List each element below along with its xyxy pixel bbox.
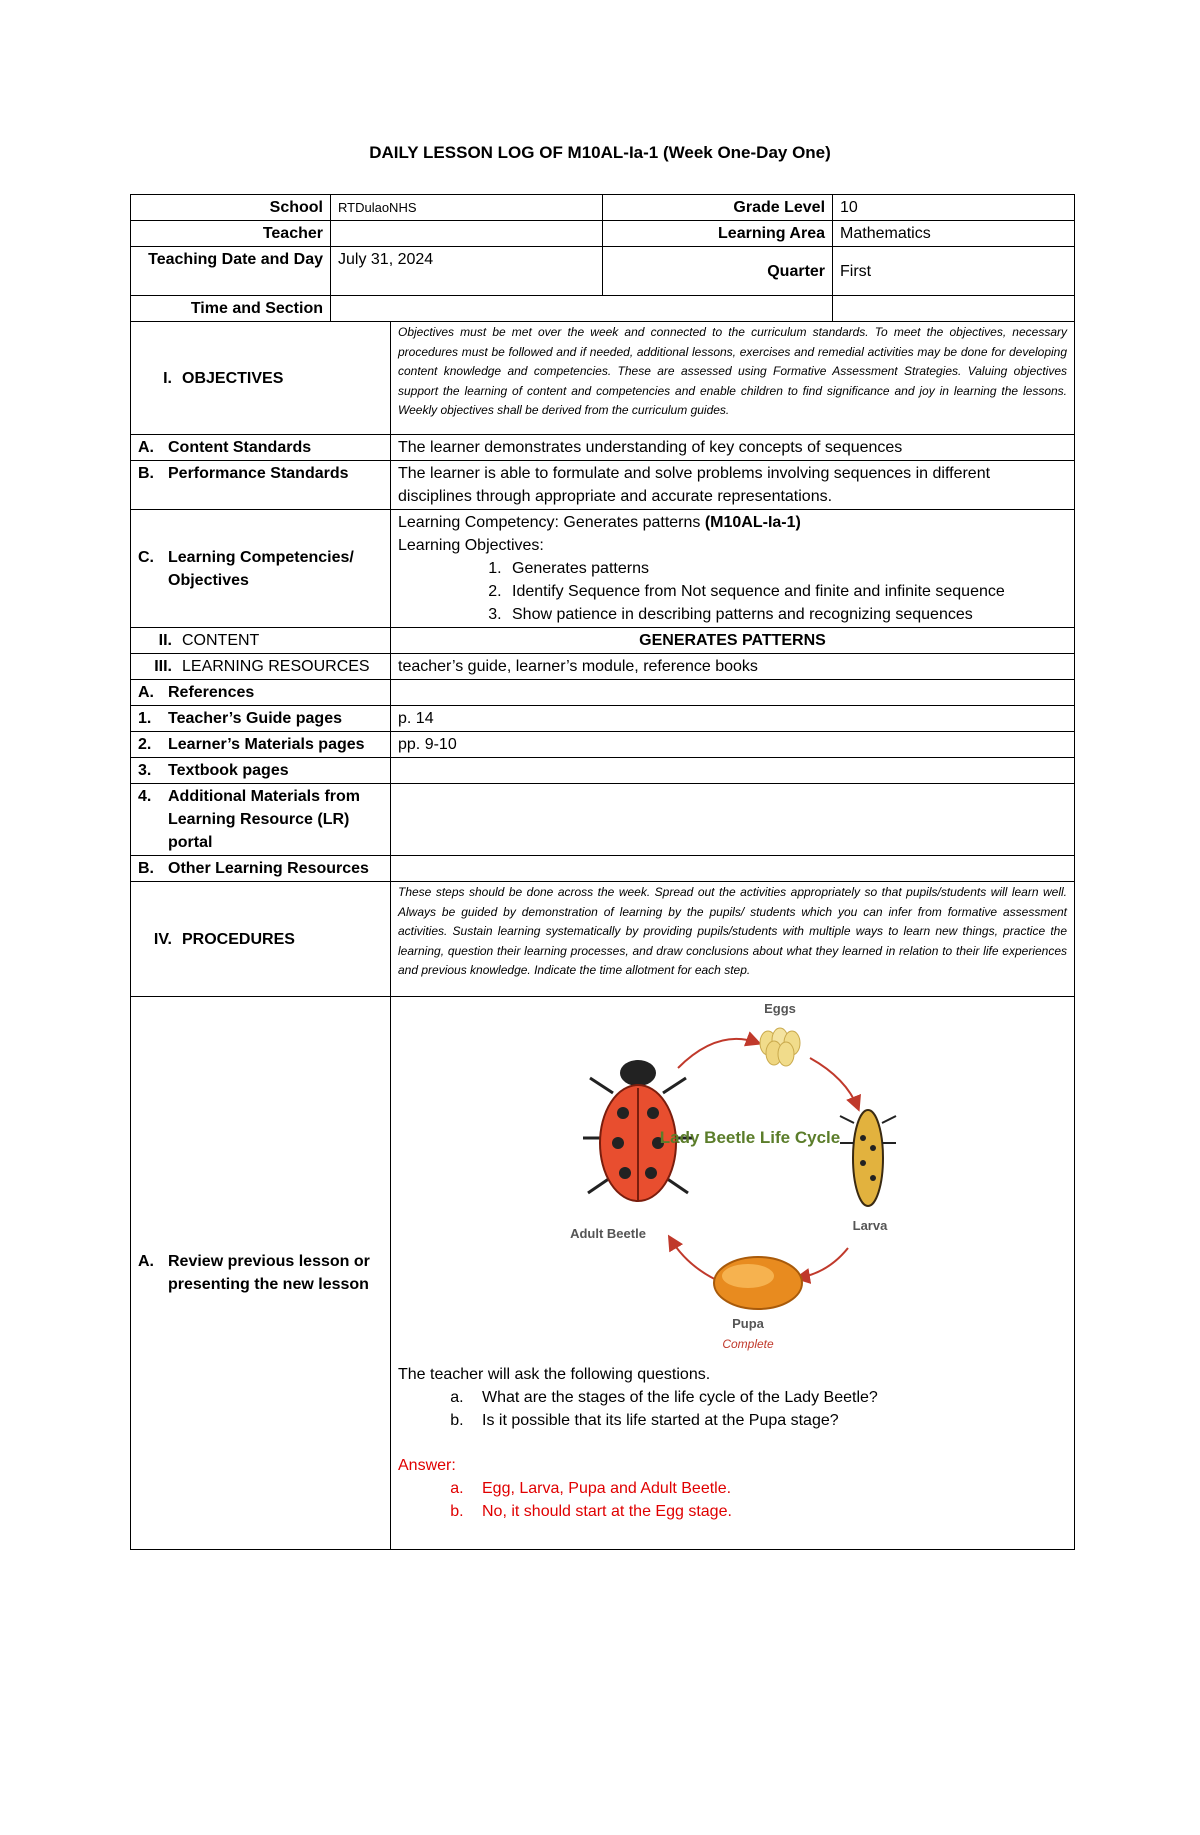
references-number: A. xyxy=(138,684,154,701)
performance-standards-number: B. xyxy=(138,465,154,482)
quarter-label: Quarter xyxy=(603,247,833,296)
pupa-icon xyxy=(714,1257,802,1309)
objectives-number: I. xyxy=(163,369,172,387)
teaching-date-value: July 31, 2024 xyxy=(331,247,603,296)
content-row xyxy=(131,628,1075,654)
school-row xyxy=(131,195,1075,221)
content-standards-row xyxy=(131,435,1075,461)
review-intro: The teacher will ask the following questions. xyxy=(398,1366,711,1383)
document-title: DAILY LESSON LOG OF M10AL-Ia-1 (Week One-Day One) xyxy=(369,143,831,162)
procedures-note: These steps should be done across the week. Spread out the activities appropriately so that pupils/students will learn well. Always be guided by demonstration of learning by the pupils/ students which you can infer from formative assessment activities. Sustain learning systematically by providing pupils/students with multiple ways to learn new things, practice the learning, question their learning processes, and draw conclusions about what they learned in relation to their life experiences and previous knowledge. Indicate the time allotment for each step. xyxy=(391,882,1075,997)
references-row xyxy=(131,680,1075,706)
additional-materials-row xyxy=(131,784,1075,856)
learners-materials-number: 2. xyxy=(138,736,152,753)
teaching-date-label: Teaching Date and Day xyxy=(131,247,331,296)
content-number: II. xyxy=(158,632,172,649)
objectives-label: OBJECTIVES xyxy=(182,369,284,387)
content-text: GENERATES PATTERNS xyxy=(391,628,1075,654)
objective-item: 3. Show patience in describing patterns and recognizing sequences xyxy=(506,603,1067,626)
grade-level-value: 10 xyxy=(833,195,1075,221)
objectives-cell xyxy=(131,322,391,435)
answers-list xyxy=(398,1477,1067,1523)
competencies-label: Learning Competencies/ Objectives xyxy=(168,548,354,589)
textbook-label: Textbook pages xyxy=(168,762,289,779)
arrow-eggs-to-larva xyxy=(810,1058,858,1108)
quarter-value: First xyxy=(833,247,1075,296)
competency-text: Learning Competency: Generates patterns xyxy=(398,514,705,531)
lady-beetle-life-cycle-diagram xyxy=(570,998,898,1358)
textbook-number: 3. xyxy=(138,762,152,779)
date-row xyxy=(131,247,1075,296)
teacher-label: Teacher xyxy=(131,221,331,247)
content-standards-number: A. xyxy=(138,439,154,456)
additional-materials-number: 4. xyxy=(138,788,152,805)
learning-resources-text: teacher’s guide, learner’s module, reference books xyxy=(391,654,1075,680)
school-label: School xyxy=(131,195,331,221)
teachers-guide-number: 1. xyxy=(138,710,152,727)
performance-standards-row xyxy=(131,461,1075,510)
procedures-label: PROCEDURES xyxy=(182,930,295,948)
pupa-label: Pupa xyxy=(732,1316,764,1331)
adult-beetle-label xyxy=(570,1226,646,1241)
objectives-note: Objectives must be met over the week and connected to the curriculum standards. To meet the objectives, necessary procedures must be followed and if needed, additional lessons, exercises and remedial activities may be done for developing content knowledge and competencies. These are assessed using Formative Assessment Strategies. Valuing objectives support the learning of content and competencies and enable children to find significance and joy in learning the lessons. Weekly objectives shall be derived from the curriculum guides. xyxy=(391,322,1075,435)
time-section-label: Time and Section xyxy=(131,296,331,322)
additional-materials-value xyxy=(391,784,1075,856)
competency-code: (M10AL-Ia-1) xyxy=(704,514,801,531)
other-resources-number: B. xyxy=(138,860,154,877)
teachers-guide-value: p. 14 xyxy=(391,706,1075,732)
adult-beetle-label-text: Adult Beetle xyxy=(570,1226,646,1241)
other-resources-label: Other Learning Resources xyxy=(168,860,369,877)
content-label: CONTENT xyxy=(182,632,260,649)
question-item: b. Is it possible that its life started at the Pupa stage? xyxy=(468,1409,1067,1432)
complete-label: Complete xyxy=(722,1337,774,1351)
competencies-number: C. xyxy=(138,548,154,566)
other-resources-value xyxy=(391,856,1075,882)
review-number: A. xyxy=(138,1253,154,1270)
answer-item: b. No, it should start at the Egg stage. xyxy=(468,1500,1067,1523)
teachers-guide-label: Teacher’s Guide pages xyxy=(168,710,342,727)
procedures-number: IV. xyxy=(153,930,172,948)
objective-item: 1. Generates patterns xyxy=(506,557,1067,580)
procedures-row xyxy=(131,882,1075,997)
objectives-heading: Learning Objectives: xyxy=(398,537,544,554)
review-row xyxy=(131,997,1075,1550)
textbook-row xyxy=(131,758,1075,784)
learning-resources-label: LEARNING RESOURCES xyxy=(182,658,370,675)
objectives-list xyxy=(398,557,1067,626)
eggs-label: Eggs xyxy=(764,1001,796,1016)
time-section-value xyxy=(331,296,833,322)
questions-list xyxy=(398,1386,1067,1432)
larva-label: Larva xyxy=(852,1218,888,1233)
competencies-row xyxy=(131,510,1075,628)
references-label: References xyxy=(168,684,255,701)
learners-materials-value: pp. 9-10 xyxy=(391,732,1075,758)
grade-level-label: Grade Level xyxy=(603,195,833,221)
learners-materials-label: Learner’s Materials pages xyxy=(168,736,365,753)
life-cycle-figure xyxy=(398,998,1067,1363)
objectives-row xyxy=(131,322,1075,435)
objective-item: 2. Identify Sequence from Not sequence and finite and infinite sequence xyxy=(506,580,1067,603)
textbook-value xyxy=(391,758,1075,784)
learning-area-label: Learning Area xyxy=(603,221,833,247)
time-section-row xyxy=(131,296,1075,322)
additional-materials-label: Additional Materials from Learning Resource (LR) portal xyxy=(168,788,361,851)
teacher-row xyxy=(131,221,1075,247)
review-cell xyxy=(391,997,1075,1550)
performance-standards-text: The learner is able to formulate and solve problems involving sequences in different disciplines through appropriate and accurate representations. xyxy=(391,461,1075,510)
learning-resources-row xyxy=(131,654,1075,680)
answer-item: a. Egg, Larva, Pupa and Adult Beetle. xyxy=(468,1477,1067,1500)
learning-resources-number: III. xyxy=(154,658,172,675)
eggs-icon xyxy=(760,1028,800,1066)
references-value xyxy=(391,680,1075,706)
time-section-extra xyxy=(833,296,1075,322)
arrow-adult-to-eggs xyxy=(678,1039,758,1068)
other-resources-row xyxy=(131,856,1075,882)
teacher-value xyxy=(331,221,603,247)
teachers-guide-row xyxy=(131,706,1075,732)
learners-materials-row xyxy=(131,732,1075,758)
learning-area-value: Mathematics xyxy=(833,221,1075,247)
competencies-cell xyxy=(391,510,1075,628)
school-value: RTDulaoNHS xyxy=(331,195,603,221)
content-standards-label: Content Standards xyxy=(168,439,312,456)
answer-label: Answer: xyxy=(398,1457,456,1474)
review-label: Review previous lesson or presenting the new lesson xyxy=(168,1253,370,1293)
larva-icon xyxy=(840,1110,896,1206)
performance-standards-label: Performance Standards xyxy=(168,465,349,482)
question-item: a. What are the stages of the life cycle of the Lady Beetle? xyxy=(468,1386,1067,1409)
arrow-larva-to-pupa xyxy=(798,1248,848,1278)
life-cycle-title: Lady Beetle Life Cycle xyxy=(659,1128,841,1147)
content-standards-text: The learner demonstrates understanding of key concepts of sequences xyxy=(391,435,1075,461)
lesson-log-table xyxy=(130,194,1075,1550)
